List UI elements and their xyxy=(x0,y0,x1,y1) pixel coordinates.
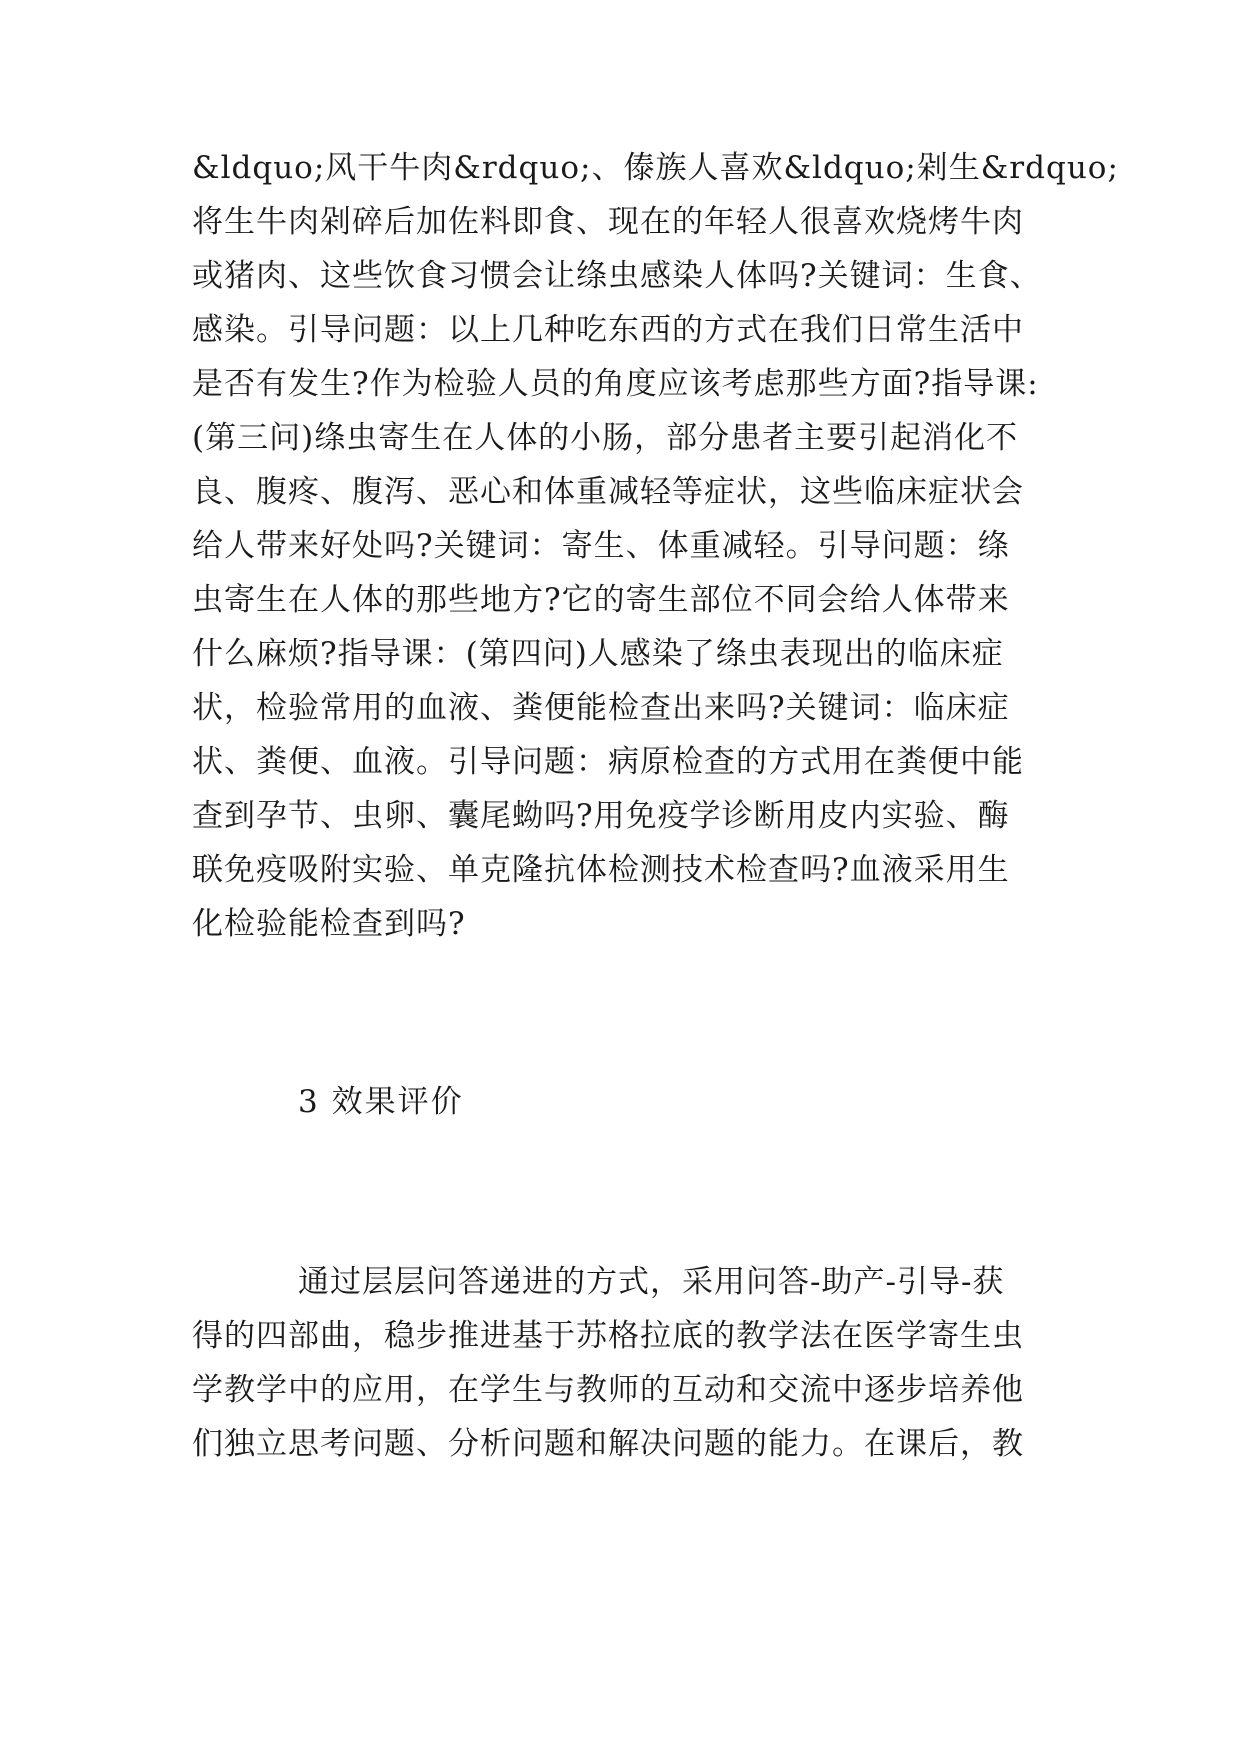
text-line: 通过层层问答递进的方式，采用问答-助产-引导-获 xyxy=(298,1264,1005,1300)
text-line: 学教学中的应用，在学生与教师的互动和交流中逐步培养他 xyxy=(192,1372,1024,1408)
text-line: 状、粪便、血液。引导问题：病原检查的方式用在粪便中能 xyxy=(192,744,1024,780)
text-line: 或猪肉、这些饮食习惯会让绦虫感染人体吗?关键词：生食、 xyxy=(192,258,1042,294)
text-line: 化检验能检查到吗? xyxy=(192,906,466,942)
text-line: 联免疫吸附实验、单克隆抗体检测技术检查吗?血液采用生 xyxy=(192,852,1010,888)
text-line: 良、腹疼、腹泻、恶心和体重减轻等症状，这些临床症状会 xyxy=(192,474,1024,510)
text-line: &ldquo;风干牛肉&rdquo;、傣族人喜欢&ldquo;剁生&rdquo; xyxy=(192,150,1119,186)
text-line: 状，检验常用的血液、粪便能检查出来吗?关键词：临床症 xyxy=(192,690,1010,726)
text-line: 得的四部曲，稳步推进基于苏格拉底的教学法在医学寄生虫 xyxy=(192,1318,1024,1354)
text-line: 们独立思考问题、分析问题和解决问题的能力。在课后，教 xyxy=(192,1426,1024,1462)
text-line: 什么麻烦?指导课：(第四问)人感染了绦虫表现出的临床症 xyxy=(192,636,1004,672)
text-line: 感染。引导问题：以上几种吃东西的方式在我们日常生活中 xyxy=(192,312,1024,348)
text-line: 是否有发生?作为检验人员的角度应该考虑那些方面?指导课: xyxy=(192,366,1039,402)
text-line: 给人带来好处吗?关键词：寄生、体重减轻。引导问题：绦 xyxy=(192,528,1010,564)
text-line: 查到孕节、虫卵、囊尾蚴吗?用免疫学诊断用皮内实验、酶 xyxy=(192,798,1010,834)
text-line: (第三问)绦虫寄生在人体的小肠，部分患者主要引起消化不 xyxy=(192,420,1019,456)
section-heading: 3 效果评价 xyxy=(298,1084,464,1120)
text-line: 虫寄生在人体的那些地方?它的寄生部位不同会给人体带来 xyxy=(192,582,1010,618)
text-line: 将生牛肉剁碎后加佐料即食、现在的年轻人很喜欢烧烤牛肉 xyxy=(192,204,1024,240)
